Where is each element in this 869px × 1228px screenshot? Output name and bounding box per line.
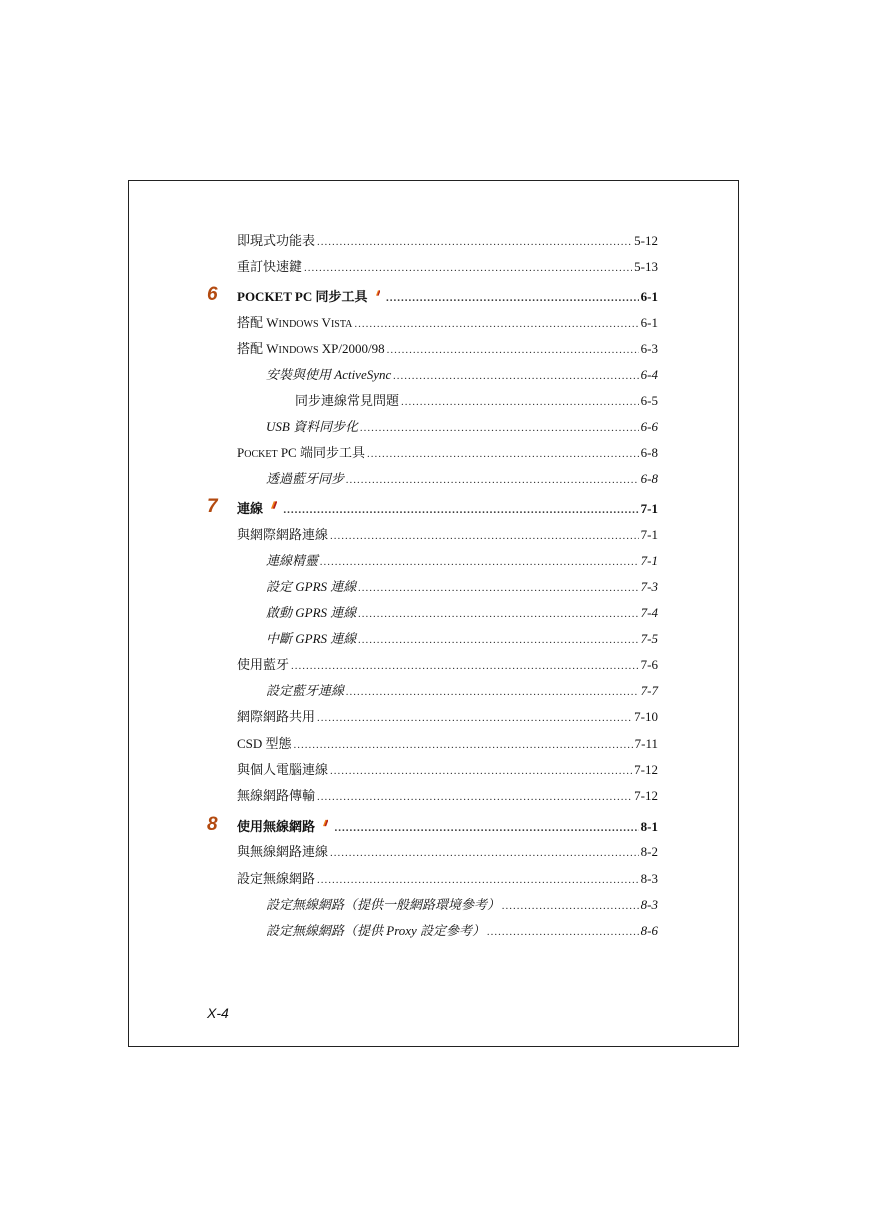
toc-entry-page: 7-11 — [634, 736, 658, 751]
page-frame — [128, 180, 739, 1047]
toc-entry[interactable] — [237, 231, 658, 251]
dot-leader — [283, 500, 638, 520]
toc-entry[interactable] — [237, 842, 658, 862]
dot-leader — [334, 818, 638, 838]
toc-entry[interactable] — [237, 525, 658, 545]
toc-subentry[interactable] — [266, 921, 658, 941]
toc-entry-page: 6-5 — [640, 393, 658, 408]
chapter-slash-icon — [271, 497, 277, 513]
toc-chapter-entry[interactable] — [237, 497, 658, 517]
toc-entry-page: 7-12 — [634, 788, 658, 803]
toc-entry-title: 設定藍牙連線 — [266, 683, 345, 698]
chapter-number: 7 — [207, 496, 218, 517]
toc-entry[interactable] — [237, 655, 658, 675]
toc-subentry[interactable] — [266, 895, 658, 915]
toc-entry-page: 7-1 — [640, 527, 658, 542]
dot-leader — [386, 288, 639, 308]
toc-entry-page: 6-8 — [640, 445, 658, 460]
toc-entry-title: 連線 — [237, 501, 264, 516]
toc-entry-title: 搭配 WINDOWS XP/2000/98 — [237, 341, 385, 356]
toc-entry[interactable] — [237, 313, 658, 333]
toc-entry-page: 7-3 — [640, 579, 658, 594]
toc-subentry[interactable] — [266, 551, 658, 571]
toc-entry-page: 7-12 — [634, 762, 658, 777]
dot-leader — [304, 258, 632, 278]
toc-entry-title: 搭配 WINDOWS VISTA — [237, 315, 353, 330]
toc-entry-title: CSD 型態 — [237, 736, 292, 751]
toc-entry-page: 7-10 — [634, 709, 658, 724]
dot-leader — [317, 708, 632, 728]
toc-entry[interactable] — [237, 734, 658, 754]
dot-leader — [330, 761, 632, 781]
toc-entry[interactable] — [237, 339, 658, 359]
dot-leader — [346, 470, 639, 490]
toc-entry-page: 8-2 — [640, 844, 658, 859]
toc-entry-page: 6-1 — [640, 315, 658, 330]
toc-entry-page: 8-1 — [640, 819, 658, 834]
toc-entry-page: 7-1 — [640, 553, 658, 568]
toc-entry[interactable] — [237, 707, 658, 727]
toc-entry-page: 7-4 — [640, 605, 658, 620]
toc-subentry[interactable] — [266, 365, 658, 385]
toc-entry-title: 透過藍牙同步 — [266, 471, 345, 486]
toc-subentry[interactable] — [266, 417, 658, 437]
toc-entry-page: 6-3 — [640, 341, 658, 356]
toc-entry-title: 使用無線網路 — [237, 819, 316, 834]
toc-entry-page: 5-12 — [634, 233, 658, 248]
dot-leader — [393, 366, 638, 386]
toc-chapter-entry[interactable] — [237, 815, 658, 835]
dot-leader — [346, 682, 639, 702]
toc-entry-title: 網際網路共用 — [237, 709, 316, 724]
toc-entry-title: 設定無線網路 — [237, 871, 316, 886]
dot-leader — [317, 232, 632, 252]
page-number-footer: X-4 — [207, 1005, 229, 1021]
toc-entry[interactable] — [237, 786, 658, 806]
toc-entry[interactable] — [237, 443, 658, 463]
dot-leader — [487, 922, 639, 942]
toc-subentry[interactable] — [266, 681, 658, 701]
dot-leader — [354, 314, 638, 334]
chapter-number: 6 — [207, 284, 218, 305]
toc-entry-page: 6-1 — [640, 289, 658, 304]
toc-entry-title: 使用藍牙 — [237, 657, 290, 672]
toc-entry[interactable] — [237, 869, 658, 889]
toc-entry-title: 設定無線網路（提供一般網路環境參考） — [266, 897, 501, 912]
dot-leader — [358, 630, 638, 650]
toc-entry-title: USB 資料同步化 — [266, 419, 359, 434]
dot-leader — [360, 418, 639, 438]
toc-subentry[interactable] — [266, 469, 658, 489]
toc-subentry[interactable] — [266, 603, 658, 623]
toc-entry-title: POCKET PC 端同步工具 — [237, 445, 365, 460]
toc-entry-page: 8-3 — [640, 871, 658, 886]
toc-subentry[interactable] — [295, 391, 658, 411]
toc-entry-page: 8-3 — [640, 897, 658, 912]
toc-entry[interactable] — [237, 257, 658, 277]
toc-entry-title: 即現式功能表 — [237, 233, 316, 248]
dot-leader — [291, 656, 639, 676]
dot-leader — [294, 735, 633, 755]
toc-entry-title: 安裝與使用 ActiveSync — [266, 367, 392, 382]
dot-leader — [330, 526, 639, 546]
dot-leader — [317, 870, 639, 890]
toc-entry-page: 6-6 — [640, 419, 658, 434]
dot-leader — [317, 787, 632, 807]
toc-entry-title: 無線網路傳輸 — [237, 788, 316, 803]
chapter-slash-icon — [376, 285, 381, 301]
toc-entry-page: 8-6 — [640, 923, 658, 938]
dot-leader — [401, 392, 639, 412]
dot-leader — [358, 578, 638, 598]
dot-leader — [367, 444, 639, 464]
toc-entry-title: 連線精靈 — [266, 553, 319, 568]
toc-entry-page: 7-6 — [640, 657, 658, 672]
toc-chapter-entry[interactable] — [237, 285, 658, 305]
toc-entry-page: 7-1 — [640, 501, 658, 516]
toc-entry-page: 7-5 — [640, 631, 658, 646]
dot-leader — [387, 340, 639, 360]
toc-entry-title: 同步連線常見問題 — [295, 393, 400, 408]
dot-leader — [320, 552, 639, 572]
dot-leader — [358, 604, 638, 624]
toc-entry-title: POCKET PC 同步工具 — [237, 289, 368, 304]
toc-entry-page: 5-13 — [634, 259, 658, 274]
toc-entry-title: 中斷 GPRS 連線 — [266, 631, 357, 646]
toc-subentry[interactable] — [266, 577, 658, 597]
chapter-slash-icon — [323, 815, 328, 831]
dot-leader — [330, 843, 639, 863]
toc-entry-title: 設定無線網路（提供 Proxy 設定參考） — [266, 923, 486, 938]
toc-entry-page: 6-8 — [640, 471, 658, 486]
toc-entry-title: 重訂快速鍵 — [237, 259, 303, 274]
toc-entry-title: 啟動 GPRS 連線 — [266, 605, 357, 620]
toc-entry-title: 與網際網路連線 — [237, 527, 329, 542]
toc-entry-page: 6-4 — [640, 367, 658, 382]
chapter-number: 8 — [207, 814, 218, 835]
dot-leader — [502, 896, 639, 916]
toc-subentry[interactable] — [266, 629, 658, 649]
toc-entry-title: 與無線網路連線 — [237, 844, 329, 859]
toc-entry-title: 設定 GPRS 連線 — [266, 579, 357, 594]
toc-entry[interactable] — [237, 760, 658, 780]
toc-entry-page: 7-7 — [640, 683, 658, 698]
toc-entry-title: 與個人電腦連線 — [237, 762, 329, 777]
